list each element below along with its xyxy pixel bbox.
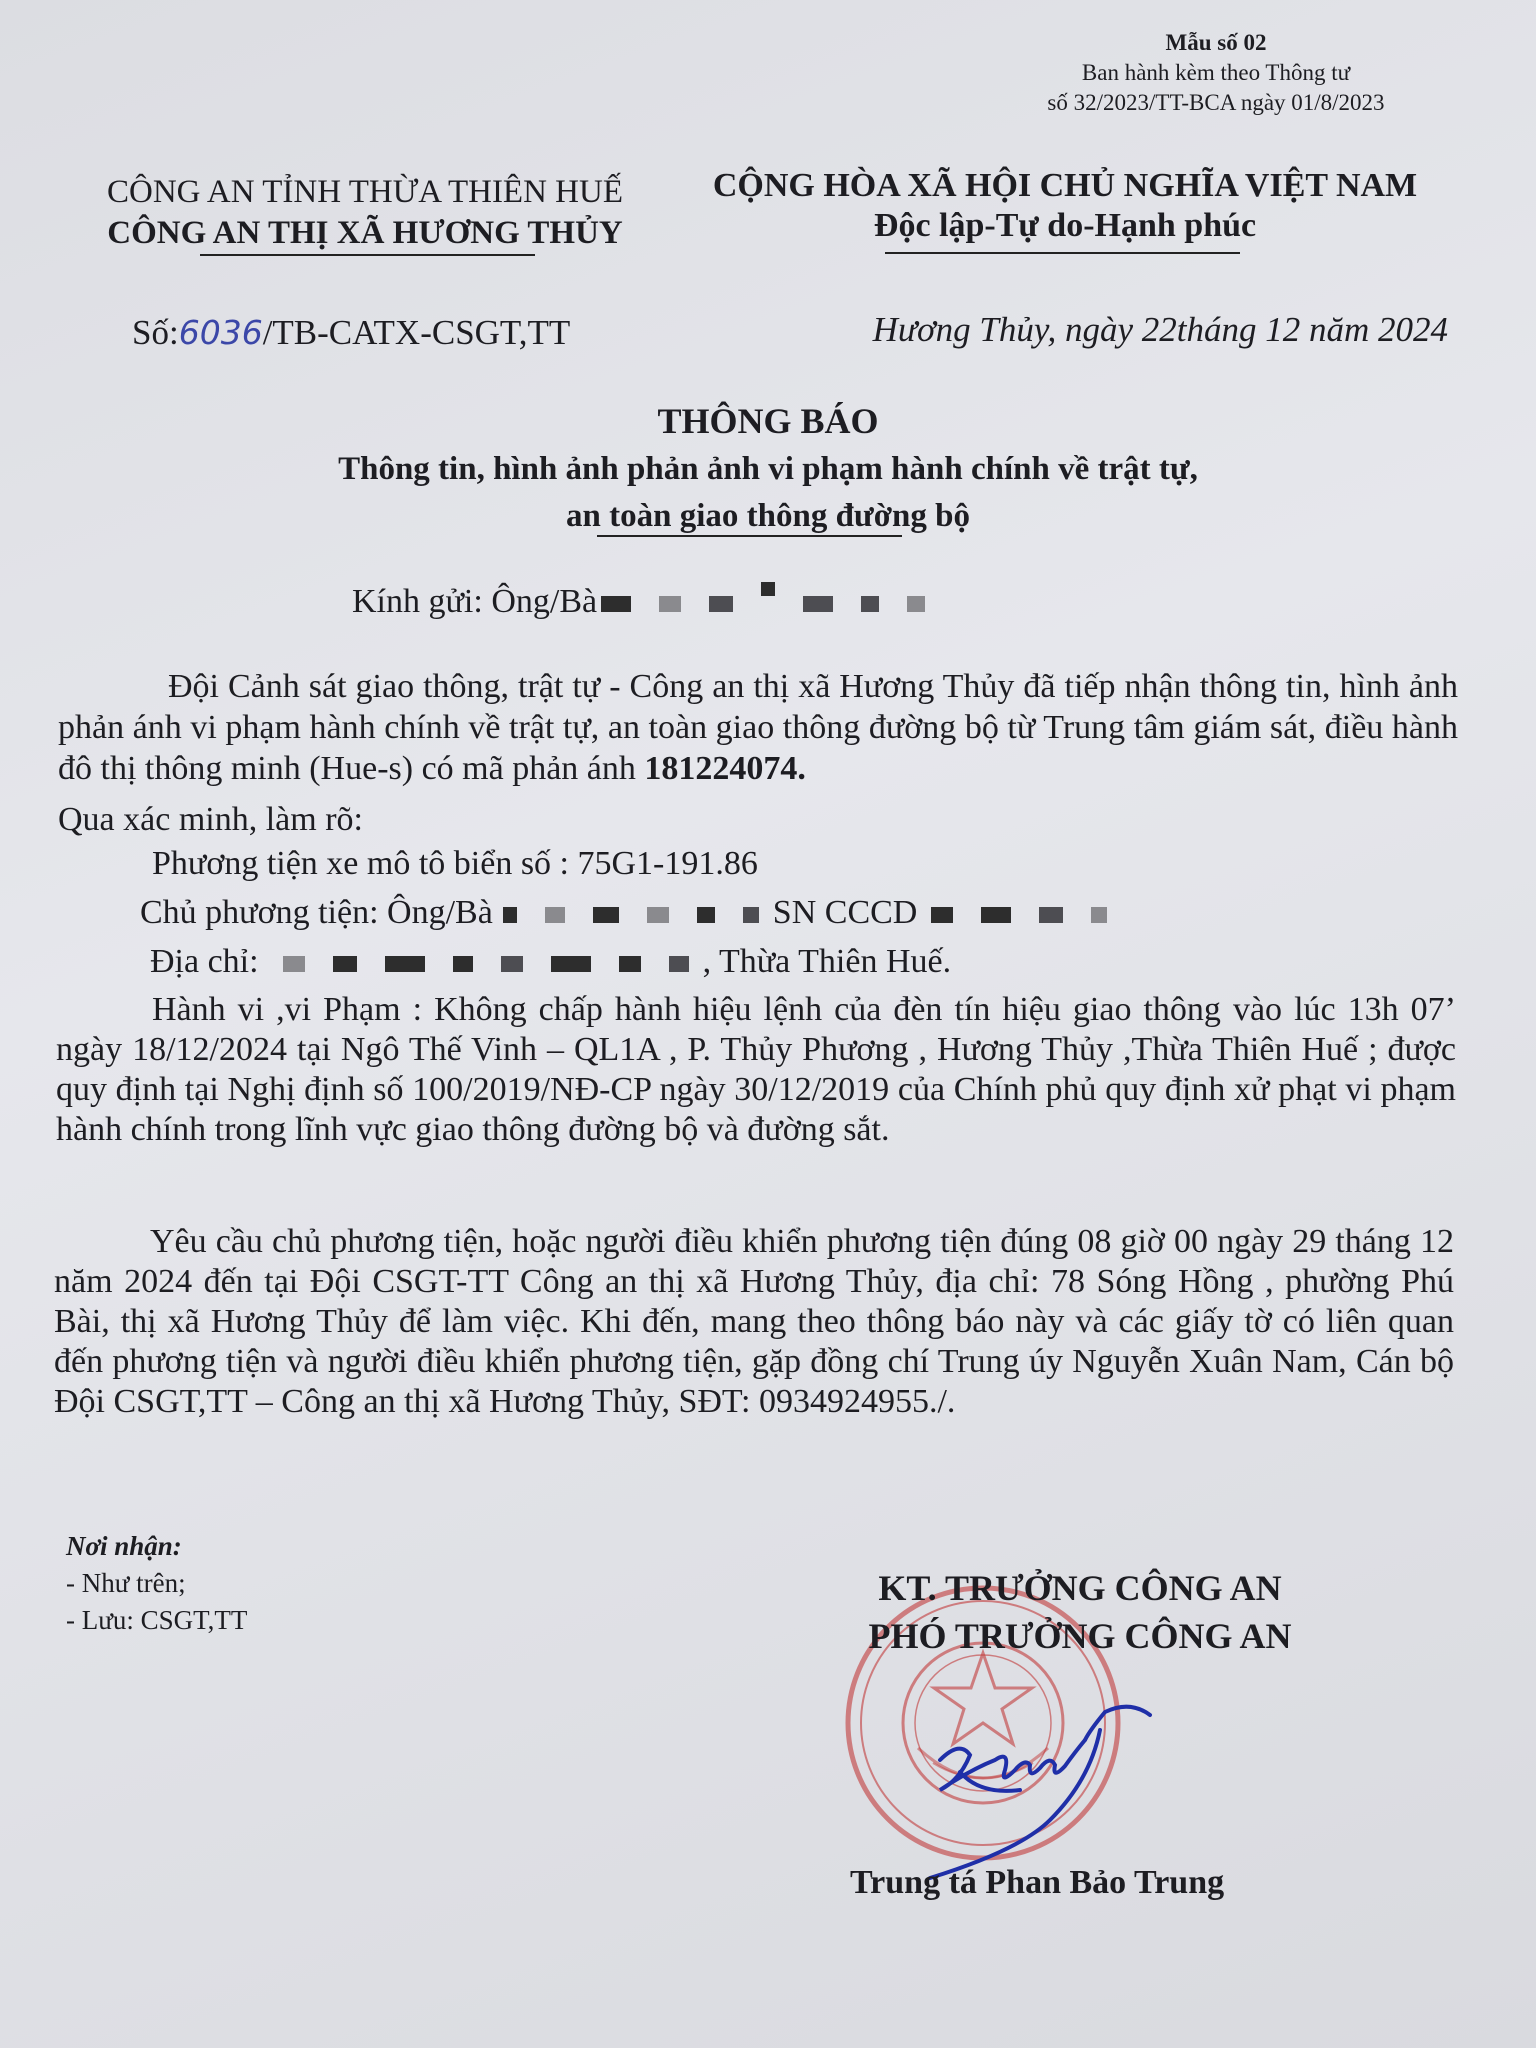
owner-label: Chủ phương tiện: Ông/Bà xyxy=(140,894,493,931)
address-line xyxy=(150,942,951,982)
issuing-organization xyxy=(80,172,650,254)
intro-text: Đội Cảnh sát giao thông, trật tự - Công an thị xã Hương Thủy đã tiếp nhận thông tin, hình ảnh phản ánh vi phạm hành chính về trật tự, an toàn giao thông đường bộ từ Trung tâm giám sát, điều hành đô thị thông minh (Hue-s) có mã phản ánh xyxy=(58,668,1458,787)
request-paragraph: Yêu cầu chủ phương tiện, hoặc người điều khiển phương tiện đúng 08 giờ 00 ngày 29 tháng 12 năm 2024 đến tại Đội CSGT-TT Công an thị xã Hương Thủy, địa chỉ: 78 Sóng Hồng , phường Phú Bài, thị xã Hương Thủy để làm việc. Khi đến, mang theo thông báo này và các giấy tờ có liên quan đến phương tiện và người điều khiển phương tiện, gặp đồng chí Trung úy Nguyễn Xuân Nam, Cán bộ Đội CSGT,TT – Công an thị xã Hương Thủy, SĐT: 0934924955./. xyxy=(54,1223,1454,1420)
intro-paragraph xyxy=(58,666,1458,789)
signature-title-line-2: PHÓ TRƯỞNG CÔNG AN xyxy=(868,1616,1292,1656)
redacted-id xyxy=(917,894,1121,931)
vehicle-plate: Phương tiện xe mô tô biển số : 75G1-191.86 xyxy=(152,845,758,882)
report-code: 181224074. xyxy=(644,750,806,787)
subtitle-line-2: an toàn giao thông đường bộ xyxy=(566,498,970,534)
document-subtitle xyxy=(0,446,1536,540)
recipient-line xyxy=(352,582,939,622)
nation-name: CỘNG HÒA XÃ HỘI CHỦ NGHĨA VIỆT NAM xyxy=(712,167,1418,204)
handwritten-number: 6036 xyxy=(178,313,263,352)
receivers-block xyxy=(66,1528,247,1639)
document-number xyxy=(132,313,570,353)
form-circular: số 32/2023/TT-BCA ngày 01/8/2023 xyxy=(1047,90,1385,115)
organization-underline xyxy=(200,254,535,256)
subtitle-underline xyxy=(597,535,902,537)
receiver-item: - Như trên; xyxy=(66,1568,186,1598)
national-motto: Độc lập-Tự do-Hạnh phúc xyxy=(873,207,1257,244)
address-label: Địa chỉ: xyxy=(150,943,259,980)
address-tail: , Thừa Thiên Huế. xyxy=(702,943,952,980)
document-title: THÔNG BÁO xyxy=(657,401,879,441)
owner-id-label: SN CCCD xyxy=(772,894,918,931)
violation-paragraph: Hành vi ,vi Phạm : Không chấp hành hiệu lệnh của đèn tín hiệu giao thông vào lúc 13h 07’ ngày 18/12/2024 tại Ngô Thế Vinh – QL1A , P. Thủy Phương , Hương Thủy ,Thừa Thiên Huế ; được quy định tại Nghị định số 100/2019/NĐ-CP ngày 30/12/2019 của Chính phủ quy định xử phạt vi phạm hành chính trong lĩnh vực giao thông đường bộ và đường sắt. xyxy=(56,991,1456,1148)
receiver-item: - Lưu: CSGT,TT xyxy=(66,1605,248,1635)
signer-name: Trung tá Phan Bảo Trung xyxy=(850,1864,1225,1901)
place-and-date: Hương Thủy, ngày 22tháng 12 năm 2024 xyxy=(872,310,1448,349)
document-number-suffix: /TB-CATX-CSGT,TT xyxy=(262,313,571,352)
redacted-owner xyxy=(493,894,773,931)
organization-name: CÔNG AN THỊ XÃ HƯƠNG THỦY xyxy=(107,215,623,251)
receivers-heading: Nơi nhận: xyxy=(66,1531,182,1561)
form-number: Mẫu số 02 xyxy=(1165,30,1267,55)
subtitle-line-1: Thông tin, hình ảnh phản ảnh vi phạm hành chính về trật tự, xyxy=(338,451,1198,487)
signature-title xyxy=(840,1564,1320,1660)
signature-title-line-1: KT. TRƯỞNG CÔNG AN xyxy=(878,1568,1282,1608)
vehicle-owner-line xyxy=(140,893,1121,933)
form-reference xyxy=(996,28,1436,118)
redacted-name xyxy=(597,583,939,620)
form-issued-with: Ban hành kèm theo Thông tư xyxy=(1081,60,1351,85)
parent-organization: CÔNG AN TỈNH THỪA THIÊN HUẾ xyxy=(106,174,623,210)
document-number-prefix: Số: xyxy=(132,313,179,352)
redacted-address xyxy=(259,943,703,980)
national-header xyxy=(700,166,1430,246)
recipient-label: Kính gửi: Ông/Bà xyxy=(352,583,598,620)
motto-underline xyxy=(885,252,1240,254)
verification-heading: Qua xác minh, làm rõ: xyxy=(58,801,363,838)
handwritten-signature xyxy=(900,1700,1180,1880)
